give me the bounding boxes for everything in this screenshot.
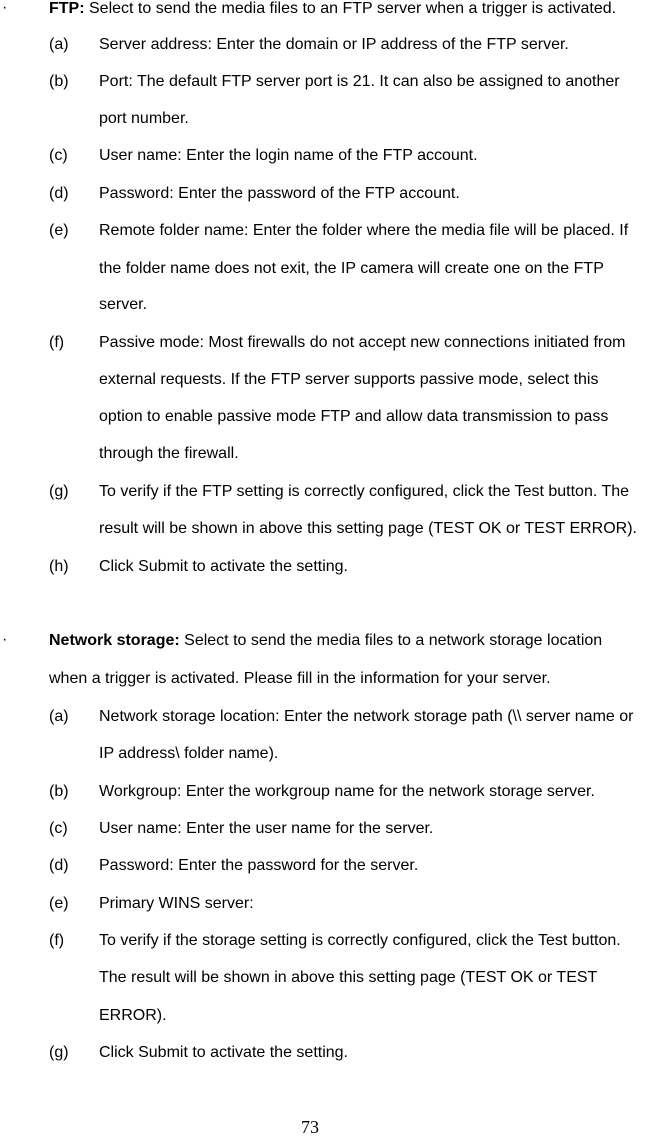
- ns-item-e-label: (e): [49, 895, 69, 912]
- ns-item-a-text-2: IP address\ folder name).: [99, 745, 279, 762]
- ns-item-c-label: (c): [49, 820, 68, 837]
- ftp-item-a-text: Server address: Enter the domain or IP address of the FTP server.: [99, 36, 569, 53]
- page-number: 73: [301, 1117, 319, 1137]
- ftp-item-g-text-2: result will be shown in above this setting page (TEST OK or TEST ERROR).: [99, 520, 637, 537]
- ns-item-a-label: (a): [49, 708, 69, 725]
- ftp-bullet: ·: [2, 0, 8, 16]
- ftp-item-b-label: (b): [49, 73, 69, 90]
- ns-item-f-label: (f): [49, 932, 65, 949]
- ns-item-a-text-1: Network storage location: Enter the network storage path (\\ server name or: [99, 708, 634, 725]
- ftp-item-f-text-1: Passive mode: Most firewalls do not accept new connections initiated from: [99, 334, 626, 351]
- ftp-item-d-label: (d): [49, 185, 69, 202]
- ftp-intro-text: Select to send the media files to an FTP server when a trigger is activated.: [84, 0, 617, 17]
- ftp-item-b-text-1: Port: The default FTP server port is 21. It can also be assigned to another: [99, 73, 620, 90]
- ftp-item-a-label: (a): [49, 36, 69, 53]
- ns-item-f-text-2: The result will be shown in above this setting page (TEST OK or TEST: [99, 969, 598, 986]
- ns-item-b-text: Workgroup: Enter the workgroup name for the network storage server.: [99, 783, 595, 800]
- ftp-item-f-text-3: option to enable passive mode FTP and allow data transmission to pass: [99, 408, 609, 425]
- ftp-item-f-text-4: through the firewall.: [99, 445, 239, 462]
- network-storage-title: Network storage:: [49, 632, 180, 649]
- ftp-item-b-text-2: port number.: [99, 110, 189, 127]
- ns-item-b-label: (b): [49, 783, 69, 800]
- ns-item-e-text: Primary WINS server:: [99, 895, 254, 912]
- ns-item-g-label: (g): [49, 1044, 69, 1061]
- ftp-item-c-label: (c): [49, 147, 68, 164]
- ftp-item-e-label: (e): [49, 222, 69, 239]
- ftp-item-f-label: (f): [49, 334, 65, 351]
- ns-item-d-text: Password: Enter the password for the server.: [99, 857, 419, 874]
- ftp-item-g-text-1: To verify if the FTP setting is correctly configured, click the Test button. The: [99, 483, 630, 500]
- ftp-item-h-text: Click Submit to activate the setting.: [99, 558, 348, 575]
- ftp-item-c-text: User name: Enter the login name of the FTP account.: [99, 147, 478, 164]
- ftp-intro: [49, 0, 616, 18]
- ftp-item-h-label: (h): [49, 558, 69, 575]
- ftp-item-e-text-3: server.: [99, 296, 148, 313]
- ns-item-d-label: (d): [49, 857, 69, 874]
- ftp-item-f-text-2: external requests. If the FTP server supports passive mode, select this: [99, 371, 599, 388]
- network-storage-intro-text-1: Select to send the media files to a network storage location: [179, 632, 603, 649]
- ftp-item-d-text: Password: Enter the password of the FTP account.: [99, 185, 460, 202]
- ns-item-g-text: Click Submit to activate the setting.: [99, 1044, 348, 1061]
- ftp-item-g-label: (g): [49, 483, 69, 500]
- network-storage-bullet: ·: [2, 631, 8, 648]
- ns-item-c-text: User name: Enter the user name for the server.: [99, 820, 434, 837]
- ftp-item-e-text-2: the folder name does not exit, the IP camera will create one on the FTP: [99, 260, 604, 277]
- network-storage-intro: [49, 632, 602, 650]
- ns-item-f-text-3: ERROR).: [99, 1007, 167, 1024]
- ftp-title: FTP:: [49, 0, 85, 17]
- ns-item-f-text-1: To verify if the storage setting is correctly configured, click the Test button.: [99, 932, 621, 949]
- network-storage-intro-text-2: when a trigger is activated. Please fill in the information for your server.: [49, 670, 551, 687]
- ftp-item-e-text-1: Remote folder name: Enter the folder where the media file will be placed. If: [99, 222, 629, 239]
